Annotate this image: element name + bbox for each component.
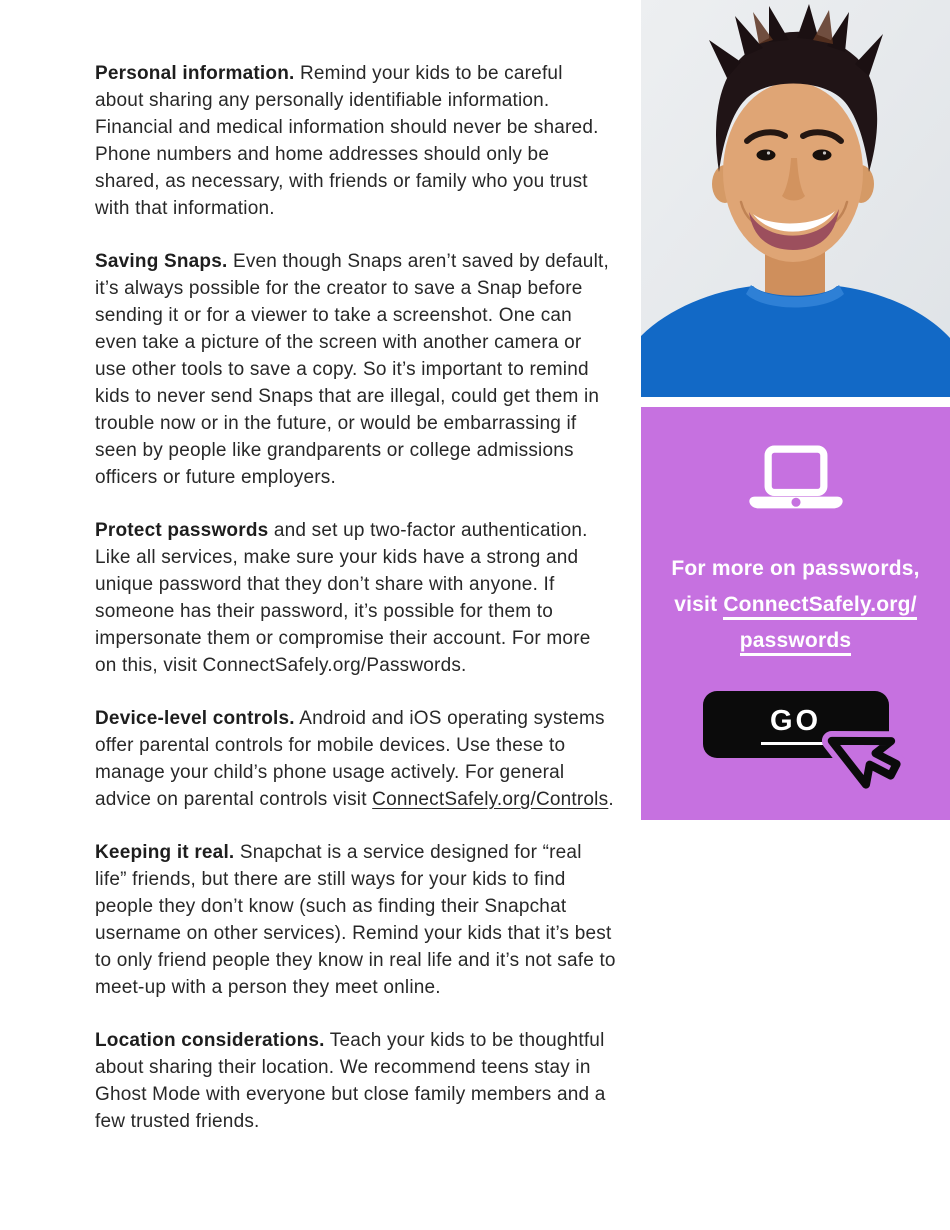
promo-line-1: For more on passwords, [671, 557, 920, 580]
connectsafely-passwords-link[interactable] [723, 593, 916, 656]
paragraph-device-level-controls [95, 705, 616, 813]
portrait-photo-image [641, 0, 950, 397]
paragraph-text: and set up two-factor authentication. Like all services, make sure your kids have a strong and unique password that they don’t share with anyone. If someone has their password, it’s possible for them to impersonate them or compromise their account. For more on this, visit ConnectSafely.org/Passwords. [95, 520, 591, 676]
paragraph-lead: Saving Snaps. [95, 251, 228, 272]
paragraph-lead: Device-level controls. [95, 708, 295, 729]
paragraph-saving-snaps [95, 248, 616, 491]
article-body [95, 60, 616, 1161]
paragraph-text: Teach your kids to be thoughtful about sharing their location. We recommend teens stay in Ghost Mode with everyone but close family members and a few trusted friends. [95, 1030, 606, 1132]
paragraph-keeping-it-real [95, 839, 616, 1001]
promo-text [649, 551, 942, 659]
paragraph-protect-passwords [95, 517, 616, 679]
paragraph-location-considerations [95, 1027, 616, 1135]
paragraph-personal-information [95, 60, 616, 222]
paragraph-lead: Location considerations. [95, 1030, 325, 1051]
link-part-2: passwords [740, 629, 852, 656]
paragraph-text: Snapchat is a service designed for “real life” friends, but there are still ways for your kids to find people they don’t know (such as finding their Snapchat username on other services). Remind your kids that it’s best to only friend people they know in real life and it’s not safe to meet-up with a person they meet online. [95, 842, 616, 998]
paragraph-text: Android and iOS operating systems offer parental controls for mobile devices. Use these to manage your child’s phone usage actively. For general advice on parental controls visit [95, 708, 605, 810]
paragraph-text: Remind your kids to be careful about sharing any personally identifiable information. Financial and medical information should never be shared. Phone numbers and home addresses should only be shared, as necessary, with friends or family who you trust with that information. [95, 63, 599, 219]
laptop-icon [641, 445, 950, 511]
paragraph-text: . [608, 789, 614, 810]
go-button-label: GO [761, 705, 830, 745]
passwords-promo-box [641, 407, 950, 820]
paragraph-text: Even though Snaps aren’t saved by default, it’s always possible for the creator to save a Snap before sending it or for a viewer to take a screenshot. One can even take a picture of the screen with another camera or use other tools to save a copy. So it’s important to remind kids to never send Snaps that are illegal, could get them in trouble now or in the future, or would be embarrassing if seen by people like grandparents or college admissions officers or future employers. [95, 251, 609, 488]
connectsafely-controls-link[interactable]: ConnectSafely.org/Controls [372, 789, 609, 810]
link-part-1: ConnectSafely.org/ [723, 593, 916, 620]
sidebar [641, 0, 950, 820]
portrait-photo [641, 0, 950, 397]
promo-line-2-prefix: visit [674, 593, 724, 616]
go-button[interactable] [703, 691, 889, 758]
paragraph-lead: Personal information. [95, 63, 295, 84]
go-button-area [703, 691, 889, 758]
paragraph-lead: Protect passwords [95, 520, 269, 541]
paragraph-lead: Keeping it real. [95, 842, 235, 863]
